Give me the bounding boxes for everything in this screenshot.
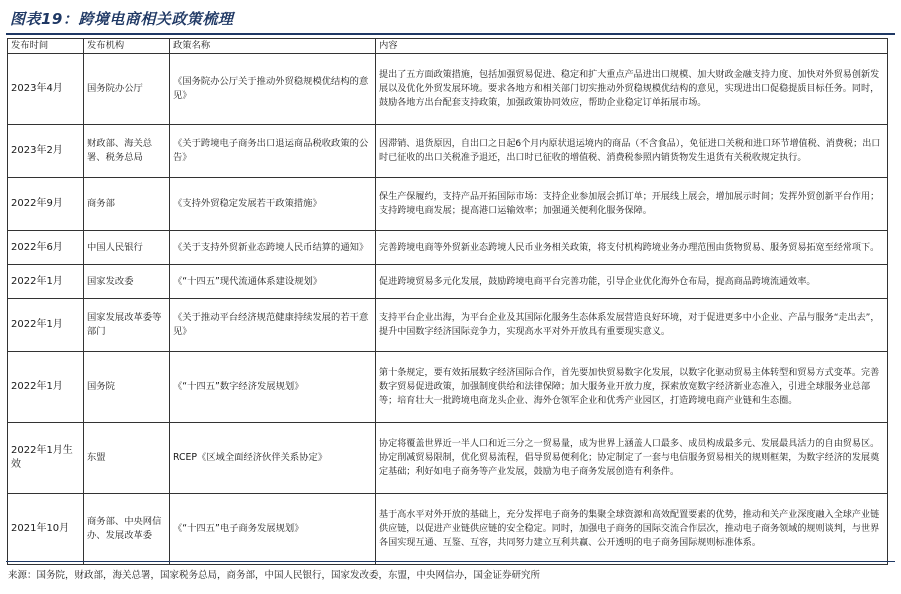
table-row (8, 178, 888, 231)
source-note: 来源：国务院，财政部，海关总署，国家税务总局，商务部，中国人民银行，国家发改委，东盟，中央网信办，国金证券研究所 (8, 570, 541, 581)
header-date: 发布时间 (8, 39, 84, 54)
row-content: 促进跨境贸易多元化发展，鼓励跨境电商平台完善功能，引导企业优化海外仓布局，提高商品跨境流通效率。 (376, 265, 888, 299)
row-agency: 东盟 (84, 423, 170, 494)
header-policy: 政策名称 (170, 39, 376, 54)
row-policy: 《“十四五”数字经济发展规划》 (170, 352, 376, 423)
row-agency: 商务部 (84, 178, 170, 231)
table-row (8, 352, 888, 423)
table-row (8, 423, 888, 494)
policy-table (7, 38, 888, 565)
header-content: 内容 (376, 39, 888, 54)
row-date: 2022年6月 (8, 231, 84, 265)
row-policy: RCEP《区域全面经济伙伴关系协定》 (170, 423, 376, 494)
row-content: 基于高水平对外开放的基础上，充分发挥电子商务的集聚全球资源和高效配置要素的优势，推动和关产业深度融入全球产业链供应链，以促进产业链供应链的安全稳定。同时，加强电子商务的国际交流合作层次，推动电子商务领域的规则谈判，与世界各国实现互通、互鉴、互容，共同努力建立互利共赢、公开透明的电子商务国际规则标准体系。 (376, 494, 888, 565)
table-row (8, 265, 888, 299)
table-row (8, 125, 888, 178)
row-date: 2022年1月 (8, 352, 84, 423)
header-agency: 发布机构 (84, 39, 170, 54)
row-policy: 《关于支持外贸新业态跨境人民币结算的通知》 (170, 231, 376, 265)
row-content: 因滞销、退货原因，自出口之日起6个月内原状退运境内的商品（不含食品），免征进口关税和进口环节增值税、消费税；出口时已征收的出口关税准予退还，出口时已征收的增值税、消费税参照内销货物发生退货有关税收规定执行。 (376, 125, 888, 178)
row-agency: 商务部、中央网信办、发展改革委 (84, 494, 170, 565)
row-agency: 国家发展改革委等部门 (84, 299, 170, 352)
row-content: 提出了五方面政策措施，包括加强贸易促进、稳定和扩大重点产品进出口规模、加大财政金融支持力度、加快对外贸易创新发展以及优化外贸发展环境。要求各地方和相关部门切实推动外贸稳规模优结构的意见，实现进出口促稳提质目标任务。同时，鼓励各地方出台配套支持政策，加强政策协同效应，帮助企业稳定订单拓展市场。 (376, 54, 888, 125)
row-policy: 《关于跨境电子商务出口退运商品税收政策的公告》 (170, 125, 376, 178)
table-header-row (8, 39, 888, 54)
source-divider (6, 561, 895, 562)
row-policy: 《国务院办公厅关于推动外贸稳规模优结构的意见》 (170, 54, 376, 125)
table-row (8, 231, 888, 265)
row-content: 第十条规定，要有效拓展数字经济国际合作，首先要加快贸易数字化发展，以数字化驱动贸易主体转型和贸易方式变革。完善数字贸易促进政策，加强制度供给和法律保障；加大服务业开放力度，探索放宽数字经济新业态准入，引进全球服务业总部等；培育壮大一批跨境电商龙头企业、海外仓领军企业和优秀产业园区，打造跨境电商产业链和生态圈。 (376, 352, 888, 423)
row-agency: 国务院 (84, 352, 170, 423)
row-content: 支持平台企业出海，为平台企业及其国际化服务生态体系发展营造良好环境，对于促进更多中小企业、产品与服务“走出去”，提升中国数字经济国际竞争力，实现高水平对外开放具有重要现实意义。 (376, 299, 888, 352)
row-date: 2022年1月生效 (8, 423, 84, 494)
row-date: 2022年1月 (8, 265, 84, 299)
row-content: 完善跨境电商等外贸新业态跨境人民币业务相关政策，将支付机构跨境业务办理范围由货物贸易、服务贸易拓宽至经常项下。 (376, 231, 888, 265)
row-date: 2021年10月 (8, 494, 84, 565)
row-date: 2023年2月 (8, 125, 84, 178)
row-policy: 《关于推动平台经济规范健康持续发展的若干意见》 (170, 299, 376, 352)
row-date: 2022年9月 (8, 178, 84, 231)
row-agency: 财政部、海关总署、税务总局 (84, 125, 170, 178)
row-agency: 国务院办公厅 (84, 54, 170, 125)
row-content: 协定将覆盖世界近一半人口和近三分之一贸易量，成为世界上涵盖人口最多、成员构成最多元、发展最具活力的自由贸易区。协定削减贸易限制，优化贸易流程，倡导贸易便利化；协定制定了一套与电信服务贸易相关的规则框架，为数字经济的发展奠定基础；利好如电子商务等产业发展，鼓励为电子商务发展创造有利条件。 (376, 423, 888, 494)
row-agency: 中国人民银行 (84, 231, 170, 265)
page-title: 图表19：跨境电商相关政策梳理 (10, 10, 234, 28)
row-date: 2023年4月 (8, 54, 84, 125)
title-divider (6, 33, 895, 35)
row-agency: 国家发改委 (84, 265, 170, 299)
row-policy: 《“十四五”电子商务发展规划》 (170, 494, 376, 565)
row-date: 2022年1月 (8, 299, 84, 352)
row-content: 保生产保履约，支持产品开拓国际市场：支持企业参加展会抓订单；开展线上展会，增加展示时间；发挥外贸创新平台作用；支持跨境电商发展；提高港口运输效率；加强通关便利化服务保障。 (376, 178, 888, 231)
table-row (8, 299, 888, 352)
row-policy: 《“十四五”现代流通体系建设规划》 (170, 265, 376, 299)
table-row (8, 494, 888, 565)
table-row (8, 54, 888, 125)
row-policy: 《支持外贸稳定发展若干政策措施》 (170, 178, 376, 231)
